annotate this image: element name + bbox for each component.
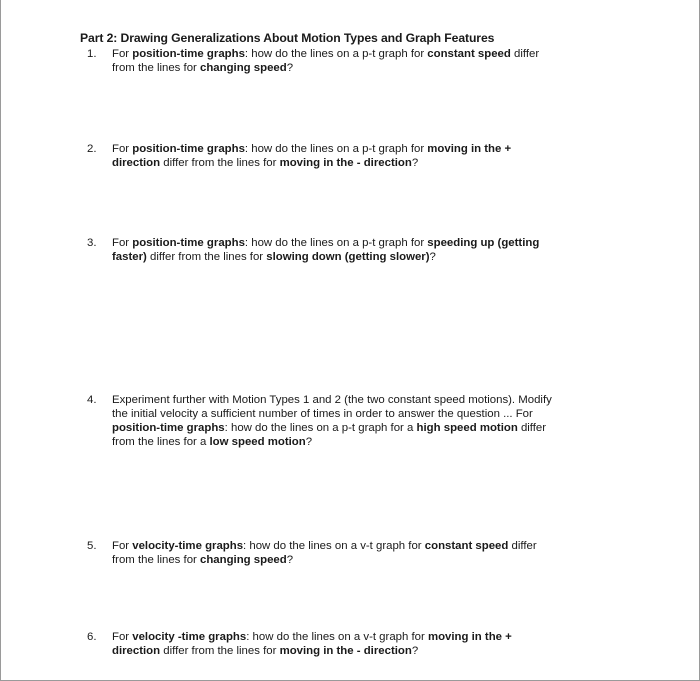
question-line [112, 142, 622, 156]
text: For [112, 143, 133, 155]
bold-text: position-time graphs [132, 48, 245, 60]
bold-text: high speed motion [416, 422, 518, 434]
question-line [112, 630, 622, 644]
question-number: 1. [87, 48, 97, 60]
text: : how do the lines on a p-t graph for [244, 237, 428, 249]
question-number: 6. [87, 631, 97, 643]
question-text [112, 393, 622, 449]
text: differ [517, 422, 547, 434]
bold-text: slowing down (getting slower) [266, 251, 430, 263]
text: ? [286, 554, 294, 566]
text: : how do the lines on a v-t graph for [243, 540, 425, 552]
text: For [112, 540, 133, 552]
question-number: 2. [87, 143, 97, 155]
text: the initial velocity a sufficient number of times in order to answer the question ... For [112, 408, 533, 420]
text: differ from the lines for [146, 251, 267, 263]
text: : how do the lines on a p-t graph for a [224, 422, 417, 434]
question-line [112, 236, 622, 250]
text: For [112, 48, 133, 60]
question-line [112, 553, 622, 567]
text: : how do the lines on a p-t graph for [244, 48, 428, 60]
bold-text: direction [112, 645, 161, 657]
bold-text: speeding up (getting [427, 237, 540, 249]
bold-text: moving in the + [427, 143, 512, 155]
question-line [112, 644, 622, 658]
text: from the lines for [112, 62, 200, 74]
question-text [112, 539, 622, 567]
text: from the lines for [112, 554, 200, 566]
bold-text: position-time graphs [132, 237, 245, 249]
bold-text: direction [112, 157, 161, 169]
text: ? [411, 157, 419, 169]
bold-text: moving in the - direction [279, 645, 412, 657]
bold-text: moving in the + [427, 631, 512, 643]
bold-text: position-time graphs [112, 422, 225, 434]
question-line [112, 250, 622, 264]
page-title: Part 2: Drawing Generalizations About Motion Types and Graph Features [80, 31, 495, 45]
question-line [112, 61, 622, 75]
bold-text: low speed motion [209, 436, 306, 448]
text: differ from the lines for [160, 645, 280, 657]
text: For [112, 631, 133, 643]
question-line [112, 156, 622, 170]
question-line [112, 435, 622, 449]
bold-text: velocity-time graphs [132, 540, 244, 552]
bold-text: changing speed [200, 62, 287, 74]
text: differ [510, 48, 540, 60]
question-text [112, 630, 622, 658]
question-text [112, 47, 622, 75]
bold-text: changing speed [200, 554, 287, 566]
text: ? [411, 645, 419, 657]
text: from the lines for a [112, 436, 210, 448]
question-number: 3. [87, 237, 97, 249]
text: For [112, 237, 133, 249]
question-line [112, 539, 622, 553]
bold-text: faster) [112, 251, 147, 263]
bold-text: velocity -time graphs [132, 631, 247, 643]
bold-text: constant speed [427, 48, 511, 60]
bold-text: constant speed [424, 540, 509, 552]
question-line [112, 47, 622, 61]
text: ? [429, 251, 436, 263]
question-line [112, 421, 622, 435]
text: ? [286, 62, 294, 74]
question-line [112, 393, 622, 407]
text: differ [508, 540, 537, 552]
question-number: 4. [87, 394, 97, 406]
text: ? [305, 436, 313, 448]
question-number: 5. [87, 540, 97, 552]
text: : how do the lines on a v-t graph for [246, 631, 428, 643]
text: : how do the lines on a p-t graph for [244, 143, 428, 155]
bold-text: moving in the - direction [279, 157, 412, 169]
text: Experiment further with Motion Types 1 and 2 (the two constant speed motions). Modify [112, 394, 552, 406]
bold-text: position-time graphs [132, 143, 245, 155]
question-text [112, 142, 622, 170]
question-text [112, 236, 622, 264]
text: differ from the lines for [160, 157, 280, 169]
question-line [112, 407, 622, 421]
